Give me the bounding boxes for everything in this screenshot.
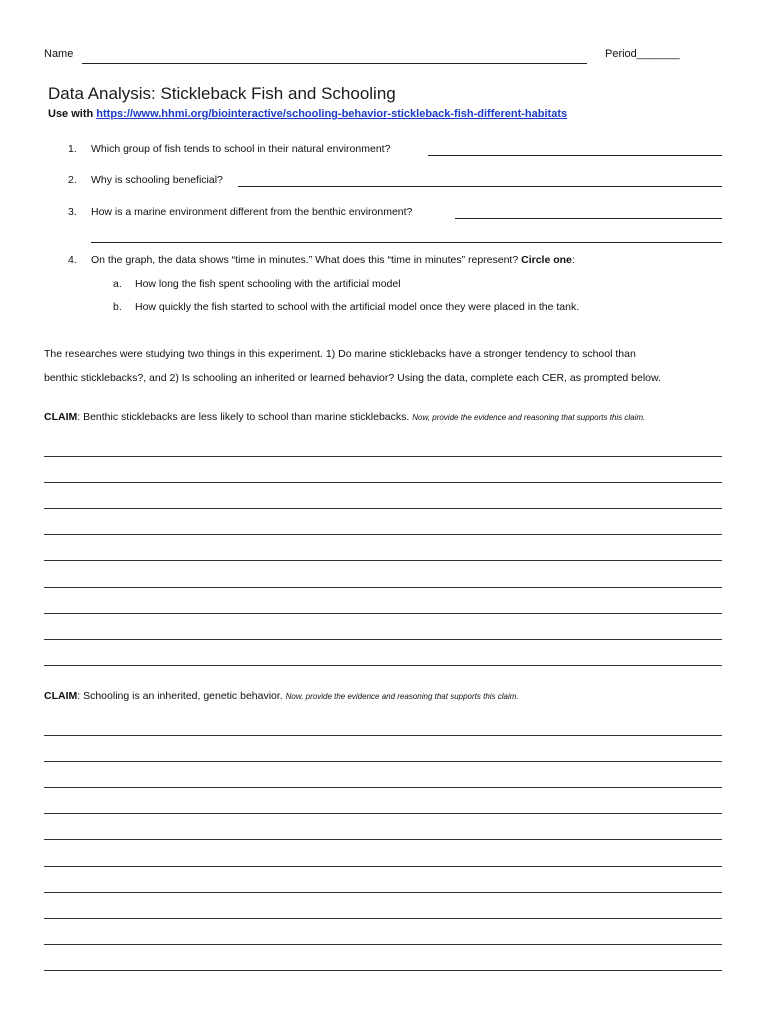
- answer-line[interactable]: [44, 534, 722, 535]
- answer-line[interactable]: [44, 482, 722, 483]
- option-letter: b.: [113, 301, 122, 313]
- name-field[interactable]: [82, 63, 587, 64]
- intro-line: benthic sticklebacks?, and 2) Is schooling an inherited or learned behavior? Using the data, complete each CER, as prompted below.: [44, 372, 661, 384]
- answer-line[interactable]: [44, 735, 722, 736]
- answer-line[interactable]: [44, 892, 722, 893]
- answer-line[interactable]: [44, 866, 722, 867]
- period-label: Period_______: [605, 48, 680, 60]
- name-label: Name: [44, 48, 74, 60]
- answer-line[interactable]: [44, 456, 722, 457]
- question-number: 2.: [68, 174, 77, 186]
- claim-2: CLAIM: Schooling is an inherited, genetic behavior. Now, provide the evidence and reasoning that supports this claim.: [44, 690, 519, 702]
- answer-line-q3-continued[interactable]: [91, 242, 722, 243]
- claim-label: CLAIM: [44, 690, 78, 702]
- use-with-label: Use with: [48, 108, 94, 120]
- answer-line[interactable]: [44, 508, 722, 509]
- answer-line[interactable]: [44, 761, 722, 762]
- answer-line-q1[interactable]: [428, 155, 722, 156]
- claim-hint: Now, provide the evidence and reasoning that supports this claim.: [285, 692, 519, 701]
- answer-line[interactable]: [44, 587, 722, 588]
- question-text: How is a marine environment different from the benthic environment?: [91, 206, 413, 218]
- question-number: 3.: [68, 206, 77, 218]
- answer-line[interactable]: [44, 639, 722, 640]
- intro-line: The researches were studying two things in this experiment. 1) Do marine sticklebacks have a stronger tendency to school than: [44, 348, 636, 360]
- page-title: Data Analysis: Stickleback Fish and Schooling: [48, 84, 396, 103]
- answer-line[interactable]: [44, 665, 722, 666]
- option-b[interactable]: How quickly the fish started to school with the artificial model once they were placed in the tank.: [135, 301, 580, 313]
- use-with-line: [48, 108, 567, 120]
- claim-1: CLAIM: Benthic sticklebacks are less likely to school than marine sticklebacks. Now, provide the evidence and reasoning that supports this claim.: [44, 411, 646, 423]
- answer-line-q2[interactable]: [238, 186, 722, 187]
- answer-line[interactable]: [44, 813, 722, 814]
- answer-line[interactable]: [44, 970, 722, 971]
- answer-line[interactable]: [44, 787, 722, 788]
- resource-link[interactable]: https://www.hhmi.org/biointeractive/schooling-behavior-stickleback-fish-different-habitats: [96, 108, 568, 120]
- question-number: 1.: [68, 143, 77, 155]
- claim-label: CLAIM: [44, 411, 78, 423]
- question-text: Which group of fish tends to school in their natural environment?: [91, 143, 391, 155]
- answer-line[interactable]: [44, 918, 722, 919]
- option-a[interactable]: How long the fish spent schooling with the artificial model: [135, 278, 401, 290]
- option-letter: a.: [113, 278, 122, 290]
- answer-line[interactable]: [44, 944, 722, 945]
- answer-line[interactable]: [44, 613, 722, 614]
- question-number: 4.: [68, 254, 77, 266]
- question-text: On the graph, the data shows “time in minutes.” What does this “time in minutes” represent? Circle one:: [91, 254, 575, 266]
- answer-line[interactable]: [44, 839, 722, 840]
- answer-line[interactable]: [44, 560, 722, 561]
- answer-line-q3[interactable]: [455, 218, 722, 219]
- circle-one-emphasis: Circle one: [521, 254, 572, 266]
- claim-hint: Now, provide the evidence and reasoning that supports this claim.: [412, 413, 646, 422]
- question-text: Why is schooling beneficial?: [91, 174, 223, 186]
- period-field[interactable]: _______: [636, 48, 680, 60]
